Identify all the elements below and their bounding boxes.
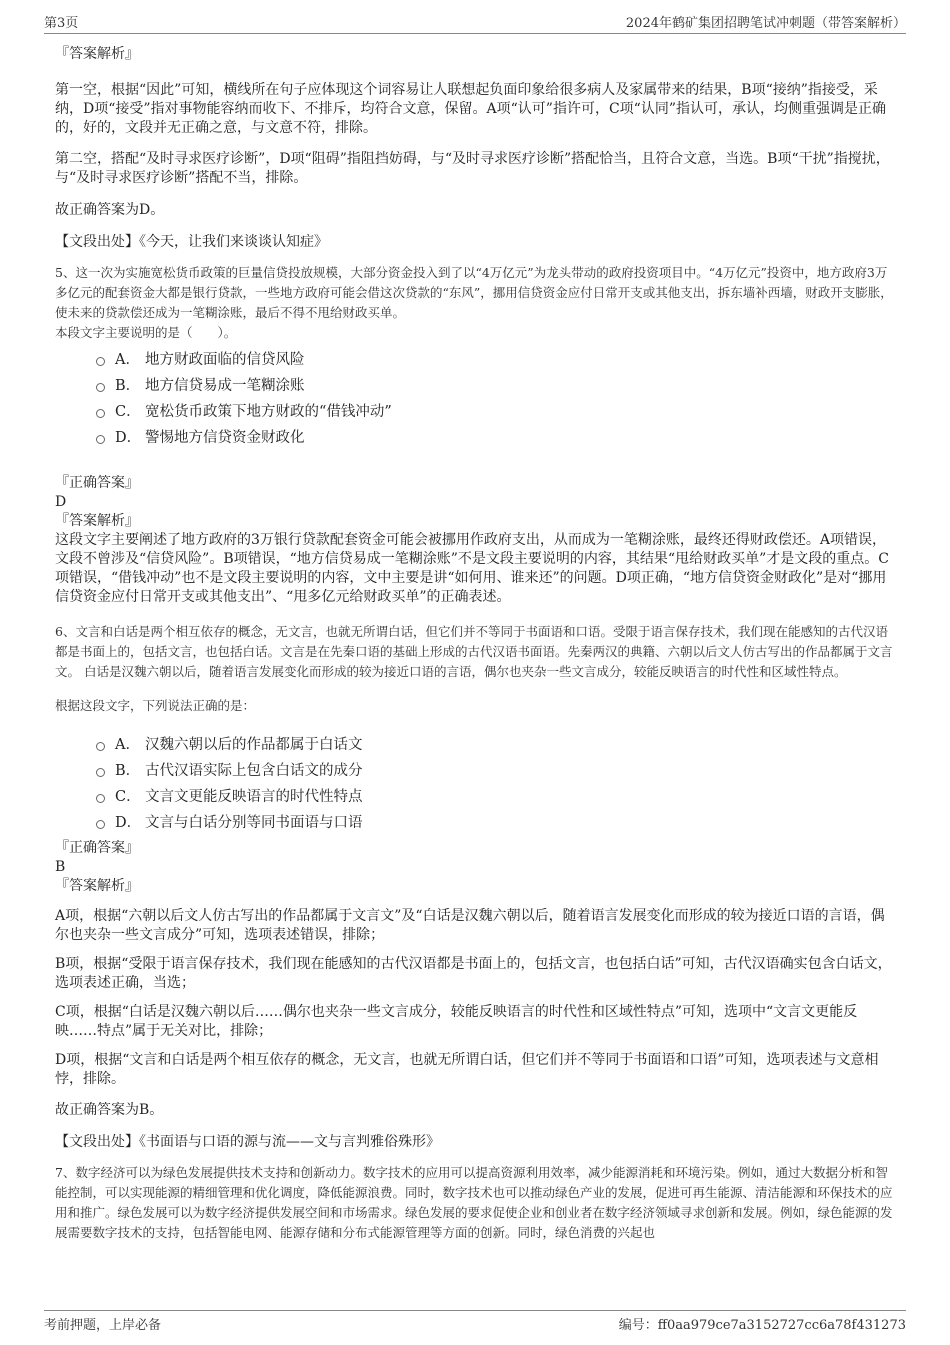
radio-icon[interactable] <box>96 435 105 444</box>
q6-analysis-a: A项，根据“六朝以后文人仿古写出的作品都属于文言文”及“白话是汉魏六朝以后，随着语言发展变化而形成的较为接近口语的言语，偶尔也夹杂一些文言成分”可知，选项表述错误，排除； <box>55 908 885 943</box>
q4-analysis-para1: 第一空，根据“因此”可知，横线所在句子应体现这个词容易让人联想起负面印象给很多病人及家属带来的结果，B项“接纳”指接受，采纳，D项“接受”指对事物能容纳而收下、不排斥，均符合文意，保留。A项“认可”指许可，C项“认同”指认可，承认，均侧重强调是正确的，好的，文段并无正确之意，与文意不符，排除。 <box>55 82 886 136</box>
option-text: 汉魏六朝以后的作品都属于白话文 <box>145 737 363 753</box>
q6-answer-title: 『正确答案』 <box>55 840 139 856</box>
q4-analysis-para2: 第二空，搭配“及时寻求医疗诊断”，D项“阻碍”指阻挡妨碍，与“及时寻求医疗诊断”搭配恰当，且符合文意，当选。B项“干扰”指搅扰，与“及时寻求医疗诊断”搭配不当，排除。 <box>55 151 890 186</box>
page-header <box>44 12 906 32</box>
page-footer <box>44 1314 906 1334</box>
q4-conclusion: 故正确答案为D。 <box>55 202 165 218</box>
q6-option-a[interactable] <box>55 732 895 758</box>
page-number: 第3页 <box>44 16 79 31</box>
q6-option-d[interactable] <box>55 810 895 836</box>
q7-stem: 7、数字经济可以为绿色发展提供技术支持和创新动力。数字技术的应用可以提高资源利用效率，减少能源消耗和环境污染。例如，通过大数据分析和智能控制，可以实现能源的精细管理和优化调度，降低能源浪费。同时，数字技术也可以推动绿色产业的发展，促进可再生能源、清洁能源和环保技术的应用和推广。绿色发展可以为数字经济提供发展空间和市场需求。绿色发展的要求促使企业和创业者在数字经济领域寻求创新和发展。例如，绿色能源的发展需要数字技术的支持，包括智能电网、能源存储和分布式能源管理等方面的创新。同时，绿色消费的兴起也 <box>55 1165 893 1240</box>
q5-analysis-title: 『答案解析』 <box>55 513 139 529</box>
radio-icon[interactable] <box>96 794 105 803</box>
radio-icon[interactable] <box>96 383 105 392</box>
option-text: 宽松货币政策下地方财政的“借钱冲动” <box>145 404 392 420</box>
option-key: D． <box>115 815 142 831</box>
q6-analysis-b: B项，根据“受限于语言保存技术，我们现在能感知的古代汉语都是书面上的，包括文言，也包括白话”可知，古代汉语确实包含白话文，选项表述正确，当选； <box>55 956 892 991</box>
q5-option-a[interactable] <box>55 347 895 373</box>
document-title: 2024年鹤矿集团招聘笔试冲刺题（带答案解析） <box>625 16 906 31</box>
q6-answer: B <box>55 859 66 875</box>
footer-slogan: 考前押题，上岸必备 <box>44 1318 162 1333</box>
option-key: C． <box>115 404 141 420</box>
option-key: D． <box>115 430 142 446</box>
q6-analysis-title: 『答案解析』 <box>55 878 139 894</box>
q5-option-c[interactable] <box>55 399 895 425</box>
q5-answer-title: 『正确答案』 <box>55 475 139 491</box>
q6-stem: 6、文言和白话是两个相互依存的概念，无文言，也就无所谓白话，但它们并不等同于书面语和口语。受限于语言保存技术，我们现在能感知的古代汉语都是书面上的，包括文言，也包括白话。文言是在先秦口语的基础上形成的古代汉语书面语。先秦两汉的典籍、六朝以后文人仿古写出的作品都属于文言文。 白话是汉魏六朝以后，随着语言发展变化而形成的较为接近口语的言语，偶尔也夹杂一些文言成分，较能反映语言的时代性和区域性特点。 <box>55 624 893 679</box>
option-key: A． <box>115 352 140 368</box>
radio-icon[interactable] <box>96 820 105 829</box>
option-text: 地方信贷易成一笔糊涂账 <box>145 378 305 394</box>
option-key: B． <box>115 378 141 394</box>
option-text: 文言与白话分别等同书面语与口语 <box>145 815 363 831</box>
option-key: C． <box>115 789 141 805</box>
option-key: B． <box>115 763 141 779</box>
option-text: 地方财政面临的信贷风险 <box>145 352 305 368</box>
radio-icon[interactable] <box>96 742 105 751</box>
q5-option-b[interactable] <box>55 373 895 399</box>
option-text: 文言文更能反映语言的时代性特点 <box>145 789 363 805</box>
q6-conclusion: 故正确答案为B。 <box>55 1102 164 1118</box>
radio-icon[interactable] <box>96 768 105 777</box>
q5-option-d[interactable] <box>55 425 895 451</box>
q4-analysis-title: 『答案解析』 <box>55 46 139 62</box>
q6-analysis-c: C项，根据“白话是汉魏六朝以后……偶尔也夹杂一些文言成分，较能反映语言的时代性和区域性特点”可知，选项中“文言文更能反映……特点”属于无关对比，排除； <box>55 1004 858 1039</box>
q6-question: 根据这段文字，下列说法正确的是： <box>55 698 256 713</box>
option-text: 古代汉语实际上包含白话文的成分 <box>145 763 363 779</box>
q6-option-b[interactable] <box>55 758 895 784</box>
q6-option-c[interactable] <box>55 784 895 810</box>
q6-analysis-d: D项，根据“文言和白话是两个相互依存的概念，无文言，也就无所谓白话，但它们并不等同于书面语和口语”可知，选项表述与文意相悖，排除。 <box>55 1052 879 1087</box>
q4-source: 【文段出处】《今天，让我们来谈谈认知症》 <box>55 234 328 250</box>
q6-source: 【文段出处】《书面语与口语的源与流——文与言判雅俗殊形》 <box>55 1134 440 1150</box>
option-text: 警惕地方信贷资金财政化 <box>145 430 305 446</box>
page-content <box>55 45 895 1243</box>
q5-stem: 5、这一次为实施宽松货币政策的巨量信贷投放规模，大部分资金投入到了以“4万亿元”为龙头带动的政府投资项目中。“4万亿元”投资中，地方政府3万多亿元的配套资金大都是银行贷款，一些地方政府可能会借这次贷款的“东风”，挪用信贷资金应付日常开支或其他支出，拆东墙补西墙，财政开支膨胀，使未来的贷款偿还成为一笔糊涂账，最后不得不甩给财政买单。 <box>55 265 893 320</box>
q5-answer: D <box>55 494 67 510</box>
document-id: 编号：ff0aa979ce7a3152727cc6a78f431273 <box>618 1318 906 1333</box>
radio-icon[interactable] <box>96 409 105 418</box>
q5-question: 本段文字主要说明的是（ ）。 <box>55 325 237 340</box>
footer-divider <box>44 1310 906 1311</box>
header-divider <box>44 33 906 34</box>
option-key: A． <box>115 737 140 753</box>
radio-icon[interactable] <box>96 357 105 366</box>
q5-analysis: 这段文字主要阐述了地方政府的3万银行贷款配套资金可能会被挪用作政府支出，从而成为一笔糊涂账，最终还得财政偿还。A项错误，文段不曾涉及“信贷风险”。B项错误，“地方信贷易成一笔糊涂账”不是文段主要说明的内容，其结果“甩给财政买单”才是文段的重点。C项错误，“借钱冲动”也不是文段主要说明的内容，文中主要是讲“如何用、谁来还”的问题。D项正确，“地方信贷资金财政化”是对“挪用信贷资金应付日常开支或其他支出”、“甩多亿元给财政买单”的正确表述。 <box>55 532 889 605</box>
